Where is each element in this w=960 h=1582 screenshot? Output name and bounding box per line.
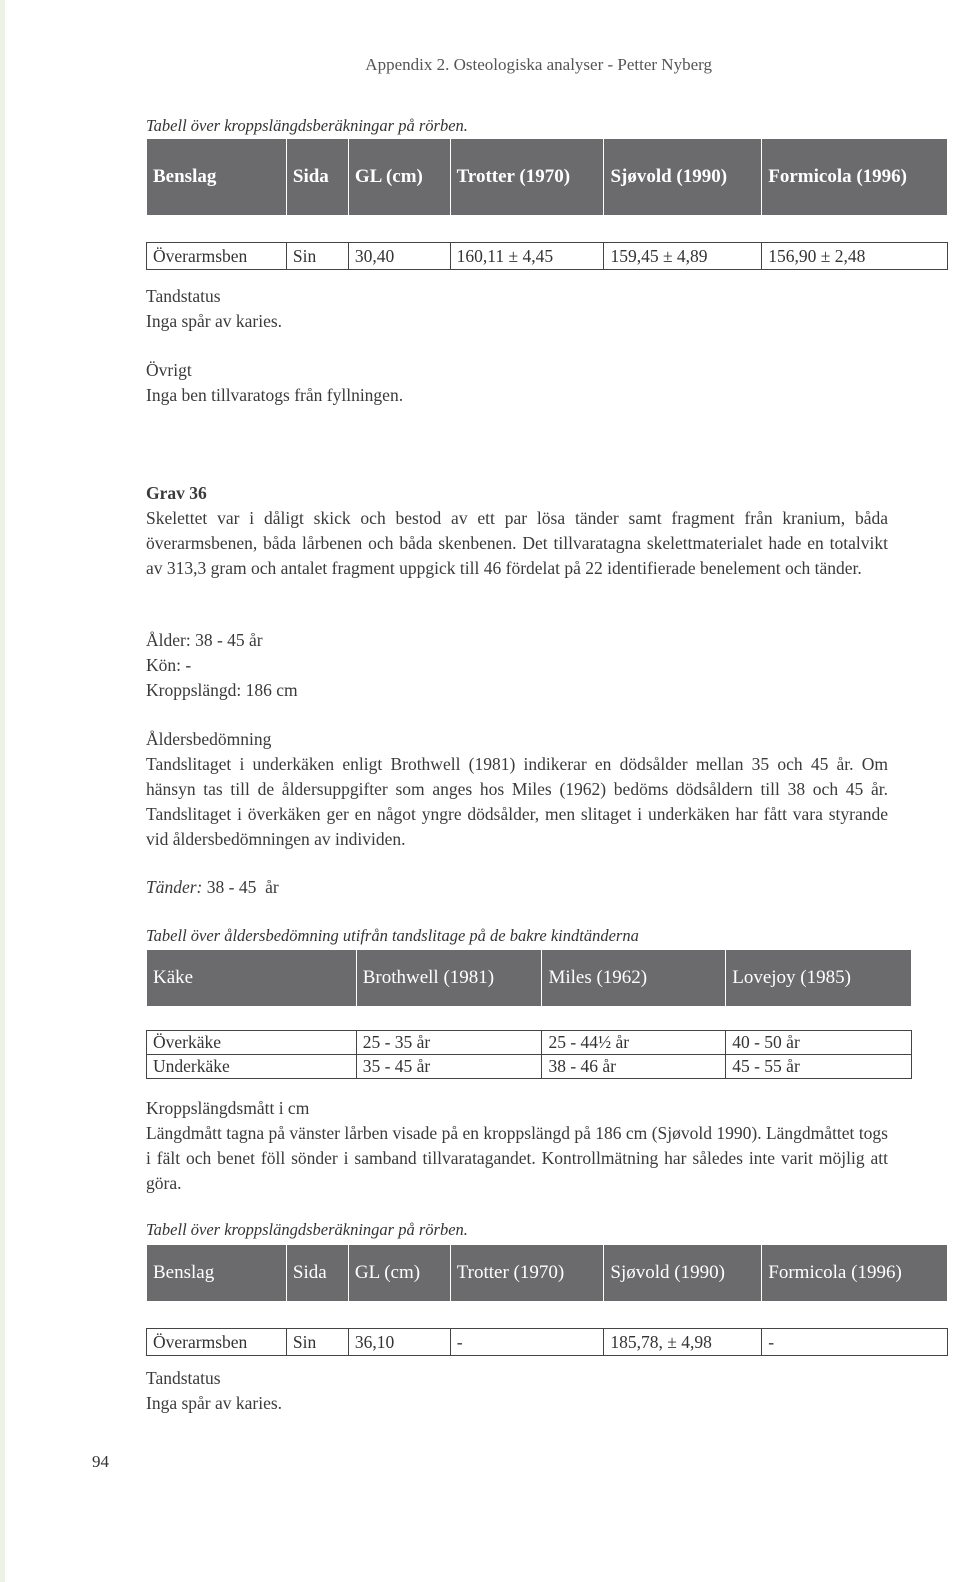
stature-text: Kroppslängd: 186 cm <box>146 680 298 700</box>
table2-header-row <box>147 950 912 1007</box>
section-text: Inga spår av karies. <box>146 1393 283 1413</box>
section-heading: Kroppslängdsmått i cm <box>146 1098 310 1118</box>
running-header: Appendix 2. Osteologiska analyser - Petter Nyberg <box>365 55 712 74</box>
section-heading: Tandstatus <box>146 286 221 306</box>
table-cell: 35 - 45 år <box>356 1055 542 1079</box>
table2-caption: Tabell över åldersbedömning utifrån tandslitage på de bakre kindtänderna <box>146 926 639 945</box>
table1-header-cell: Sida <box>286 139 348 216</box>
table3-caption: Tabell över kroppslängdsberäkningar på rörben. <box>146 1220 468 1239</box>
table2-header-cell: Lovejoy (1985) <box>726 950 912 1007</box>
table1-caption: Tabell över kroppslängdsberäkningar på rörben. <box>146 116 468 135</box>
table2-header-cell: Miles (1962) <box>542 950 726 1007</box>
table-cell: - <box>762 1329 948 1356</box>
table-cell: Sin <box>286 243 348 270</box>
table-cell: Överarmsben <box>147 1329 287 1356</box>
table3 <box>146 1244 948 1356</box>
table-row <box>147 243 948 270</box>
aldersbedomning-section <box>146 727 888 852</box>
table1-header-row <box>147 139 948 216</box>
table-cell: 25 - 35 år <box>356 1031 542 1055</box>
table1-header-cell: Formicola (1996) <box>762 139 948 216</box>
table3-header-cell: GL (cm) <box>348 1245 450 1302</box>
table3-header-row <box>147 1245 948 1302</box>
table-cell: 156,90 ± 2,48 <box>762 243 948 270</box>
table-row <box>147 1031 912 1055</box>
sex-text: Kön: - <box>146 655 192 675</box>
table-cell: 40 - 50 år <box>726 1031 912 1055</box>
table-cell: 30,40 <box>348 243 450 270</box>
table1-header-cell: Trotter (1970) <box>450 139 604 216</box>
table-cell: 25 - 44½ år <box>542 1031 726 1055</box>
table3-header-cell: Sida <box>286 1245 348 1302</box>
table-cell: Underkäke <box>147 1055 357 1079</box>
table3-header-cell: Benslag <box>147 1245 287 1302</box>
tander-line <box>146 875 888 900</box>
tander-value: 38 - 45 år <box>202 877 279 897</box>
table3-header-cell: Formicola (1996) <box>762 1245 948 1302</box>
table-cell: - <box>450 1329 604 1356</box>
table-cell: 36,10 <box>348 1329 450 1356</box>
section-title: Grav 36 <box>146 483 207 503</box>
section-text: Inga spår av karies. <box>146 311 283 331</box>
table2-header-cell: Käke <box>147 950 357 1007</box>
table-row <box>147 1055 912 1079</box>
section-heading: Tandstatus <box>146 1368 221 1388</box>
tandstatus-section-2 <box>146 1366 888 1416</box>
table1-header-cell: Benslag <box>147 139 287 216</box>
table-cell: 38 - 46 år <box>542 1055 726 1079</box>
kroppslangdsmatt-section <box>146 1096 888 1196</box>
table2-header-cell: Brothwell (1981) <box>356 950 542 1007</box>
table1-header-cell: GL (cm) <box>348 139 450 216</box>
table-cell: 45 - 55 år <box>726 1055 912 1079</box>
table3-header-cell: Sjøvold (1990) <box>604 1245 762 1302</box>
table-cell: Överarmsben <box>147 243 287 270</box>
section-text: Skelettet var i dåligt skick och bestod av ett par lösa tänder samt fragment från kranium, båda överarmsbenen, båda lårbenen och båda skenbenen. Det tillvaratagna skelettmaterialet hade en totalvikt av 313,3 gram och antalet fragment uppgick till 46 fördelat på 22 identifierade benelement och tänder. <box>146 508 888 578</box>
table-cell: Överkäke <box>147 1031 357 1055</box>
table-cell: Sin <box>286 1329 348 1356</box>
section-text: Längdmått tagna på vänster lårben visade på en kroppslängd på 186 cm (Sjøvold 1990). Längdmåttet togs i fält och benet föll sönder i samband tillvaratagandet. Kontrollmätning har således inte varit möjlig att göra. <box>146 1123 888 1193</box>
table-row <box>147 1329 948 1356</box>
table-cell: 185,78, ± 4,98 <box>604 1329 762 1356</box>
table-cell: 160,11 ± 4,45 <box>450 243 604 270</box>
table3-header-cell: Trotter (1970) <box>450 1245 604 1302</box>
table1 <box>146 138 948 270</box>
table2 <box>146 949 912 1079</box>
facts-section <box>146 628 888 703</box>
age-text: Ålder: 38 - 45 år <box>146 630 263 650</box>
section-heading: Övrigt <box>146 360 192 380</box>
page-edge <box>0 0 5 1582</box>
table1-header-cell: Sjøvold (1990) <box>604 139 762 216</box>
section-heading: Åldersbedömning <box>146 729 272 749</box>
table-cell: 159,45 ± 4,89 <box>604 243 762 270</box>
tandstatus-section <box>146 284 888 334</box>
grav36-section <box>146 481 888 581</box>
section-text: Inga ben tillvaratogs från fyllningen. <box>146 385 404 405</box>
tander-label: Tänder: <box>146 877 203 897</box>
section-text: Tandslitaget i underkäken enligt Brothwell (1981) indikerar en dödsålder mellan 35 och 45 år. Om hänsyn tas till de åldersuppgifter som anges hos Miles (1962) bedöms dödsåldern till 38 och 45 år. Tandslitaget i överkäken ger en något yngre dödsålder, men slitaget i underkäken har fått vara styrande vid åldersbedömningen av individen. <box>146 754 888 849</box>
ovrigt-section <box>146 358 888 408</box>
page-number: 94 <box>92 1452 109 1471</box>
